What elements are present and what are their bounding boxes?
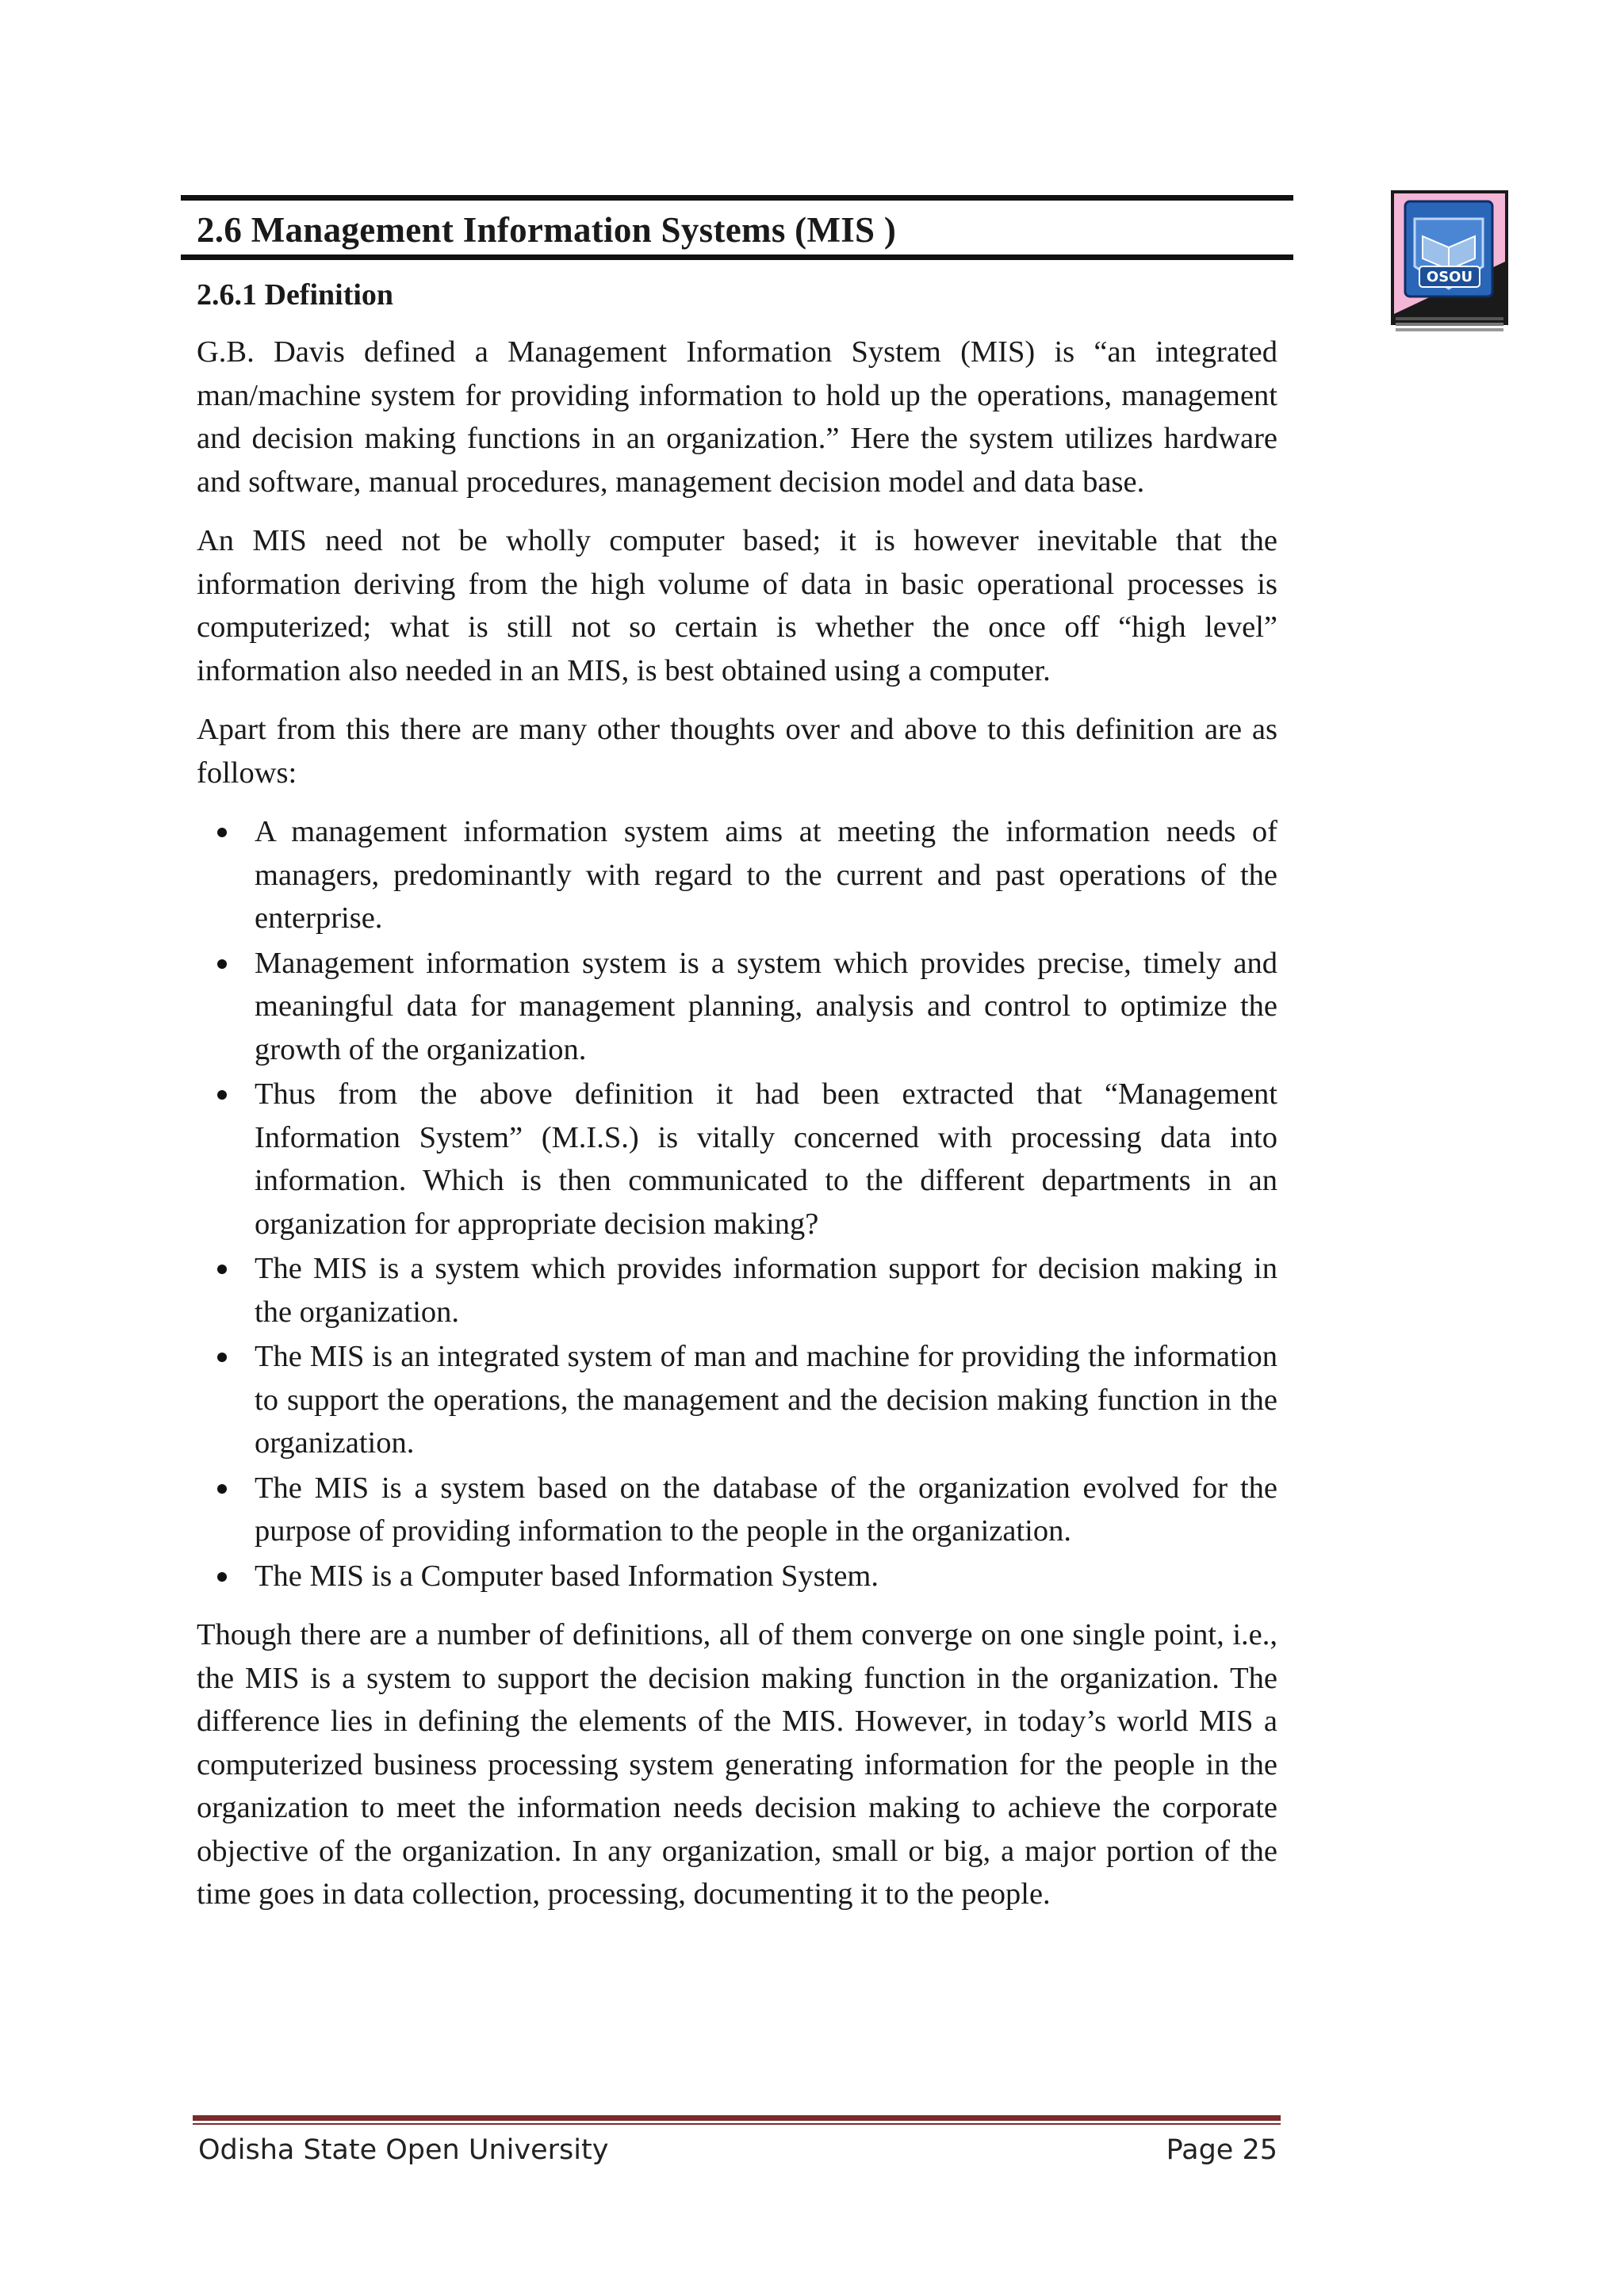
- list-item-text: The MIS is a system based on the database of the organization evolved for the purpose of providing information to the people in the organization.: [255, 1471, 1277, 1548]
- footer-university-name: Odisha State Open University: [198, 2134, 609, 2166]
- list-item-text: The MIS is an integrated system of man and machine for providing the information to support the operations, the management and the decision making function in the organization.: [255, 1340, 1277, 1460]
- list-item: [197, 1555, 1277, 1598]
- main-content: [197, 274, 1277, 1932]
- section-heading-bar: [181, 195, 1293, 260]
- list-item: [197, 810, 1277, 940]
- bullet-icon: [217, 1265, 227, 1274]
- university-logo-icon: [1391, 190, 1508, 335]
- list-item: [197, 942, 1277, 1072]
- bullet-icon: [217, 959, 227, 969]
- footer-divider: [193, 2115, 1281, 2125]
- paragraph-intro-list: Apart from this there are many other thoughts over and above to this definition are as follows:: [197, 713, 1277, 790]
- bullet-icon: [217, 1572, 227, 1582]
- logo-label: OSOU: [1426, 269, 1473, 285]
- list-item: [197, 1247, 1277, 1334]
- list-item-text: A management information system aims at meeting the information needs of managers, predominantly with regard to the current and past operations of the enterprise.: [255, 815, 1277, 935]
- list-item-text: Management information system is a system which provides precise, timely and meaningful data for management planning, analysis and control to optimize the growth of the organization.: [255, 946, 1277, 1066]
- bullet-icon: [217, 1484, 227, 1494]
- paragraph-computer-based: An MIS need not be wholly computer based; it is however inevitable that the information deriving from the high volume of data in basic operational processes is computerized; what is still not so certain is whether the once off “high level” information also needed in an MIS, is best obtained using a computer.: [197, 524, 1277, 687]
- list-item: [197, 1335, 1277, 1465]
- bullet-icon: [217, 1353, 227, 1362]
- list-item-text: The MIS is a Computer based Information System.: [255, 1559, 879, 1593]
- bullet-icon: [217, 1090, 227, 1100]
- footer-page-number: Page 25: [1166, 2134, 1277, 2166]
- section-title: 2.6 Management Information Systems (MIS ): [197, 210, 897, 250]
- list-item-text: The MIS is a system which provides information support for decision making in the organization.: [255, 1252, 1277, 1329]
- list-item-text: Thus from the above definition it had been extracted that “Management Information System” (M.I.S.) is vitally concerned with processing data into information. Which is then communicated to the different departments in an organization for appropriate decision making?: [255, 1077, 1277, 1241]
- paragraph-conclusion: Though there are a number of definitions, all of them converge on one single point, i.e., the MIS is a system to support the decision making function in the organization. The difference lies in defining the elements of the MIS. However, in today’s world MIS a computerized business processing system generating information for the people in the organization to meet the information needs decision making to achieve the corporate objective of the organization. In any organization, small or big, a major portion of the time goes in data collection, processing, documenting it to the people.: [197, 1618, 1277, 1911]
- subsection-title: 2.6.1 Definition: [197, 278, 394, 312]
- bullet-icon: [217, 828, 227, 837]
- list-item: [197, 1467, 1277, 1553]
- definition-bullet-list: [197, 810, 1277, 1598]
- paragraph-definition: G.B. Davis defined a Management Information System (MIS) is “an integrated man/machine system for providing information to hold up the operations, management and decision making functions in an organization.” Here the system utilizes hardware and software, manual procedures, management decision model and data base.: [197, 335, 1277, 499]
- list-item: [197, 1073, 1277, 1246]
